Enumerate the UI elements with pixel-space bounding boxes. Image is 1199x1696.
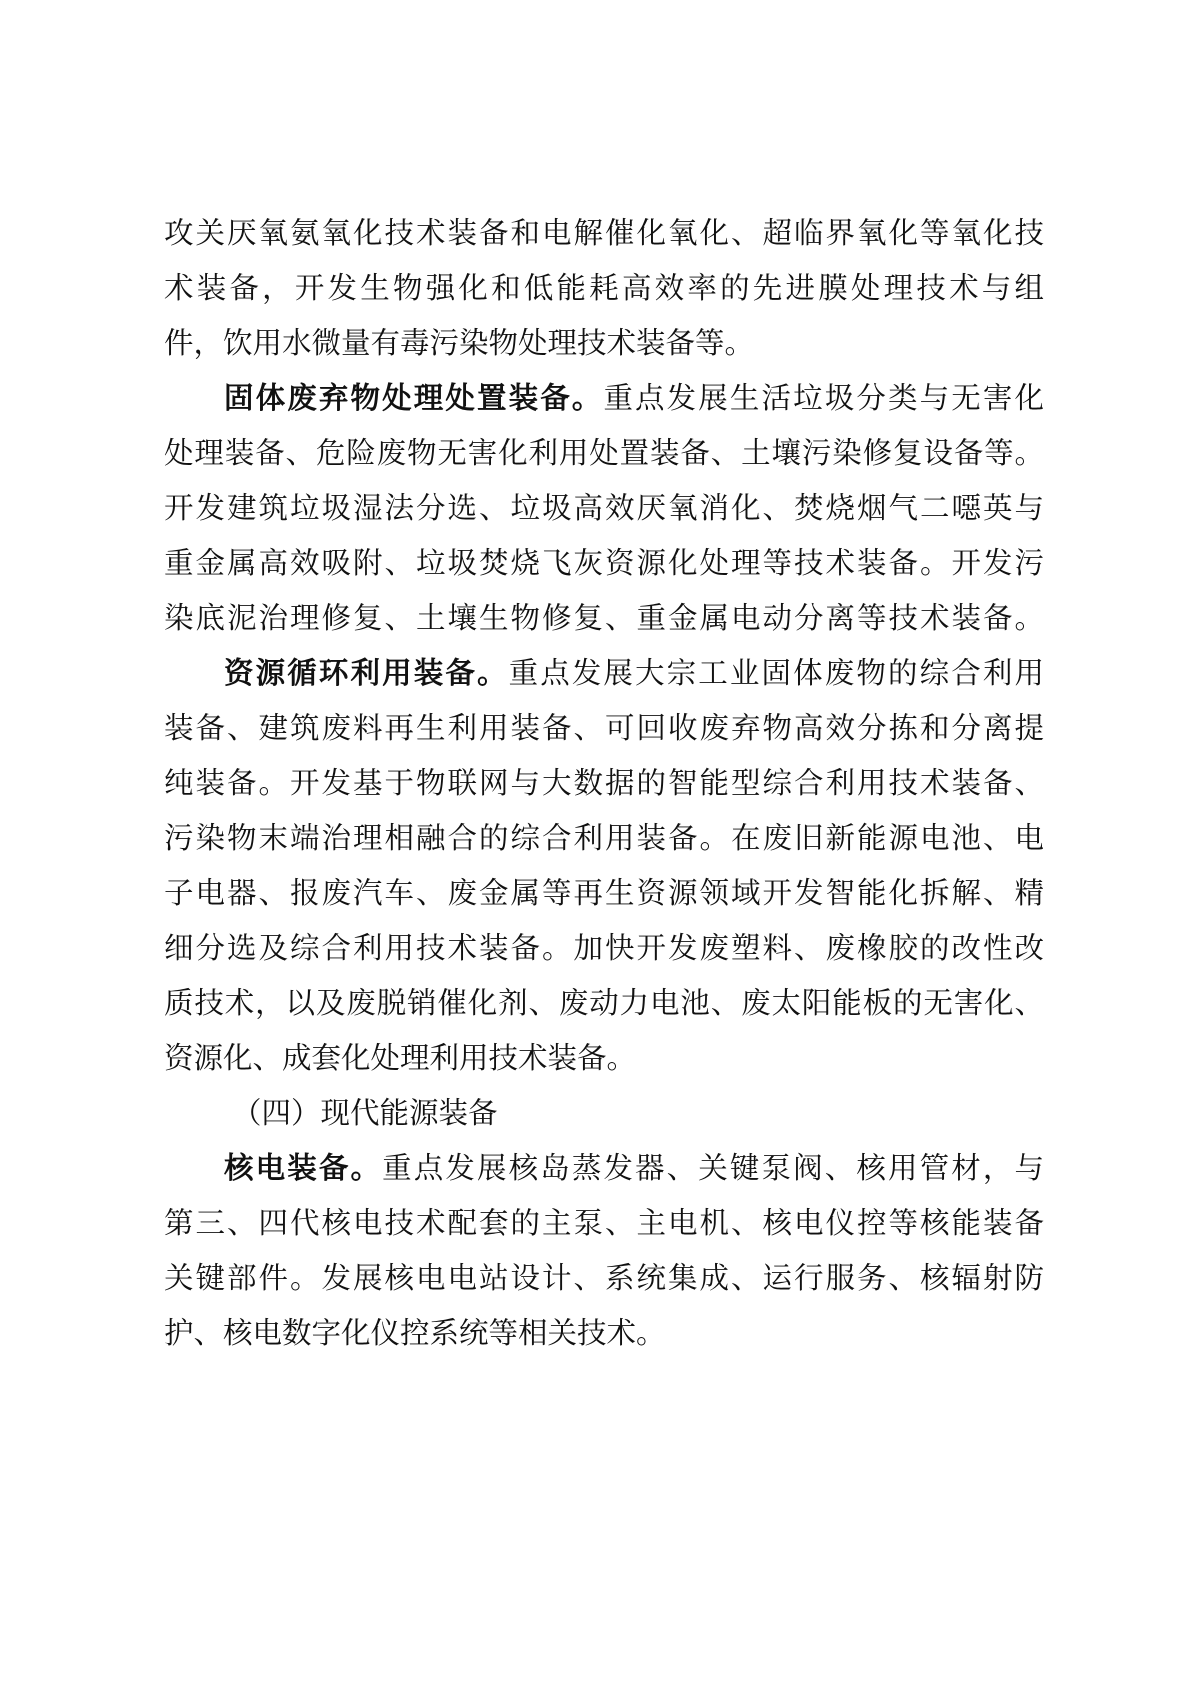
para3-line-2: 装备、建筑废料再生利用装备、可回收废弃物高效分拣和分离提 (164, 711, 1044, 745)
para4-line-4: 护、核电数字化仪控系统等相关技术。 (164, 1316, 666, 1350)
para2-line-2: 处理装备、危险废物无害化利用处置装备、土壤污染修复设备等。 (164, 436, 1044, 470)
para4-line-1 (224, 1143, 1044, 1193)
para2-line-1 (224, 373, 1044, 423)
para4-line-3: 关键部件。发展核电电站设计、系统集成、运行服务、核辐射防 (164, 1261, 1044, 1295)
document-page (164, 0, 1044, 1696)
para3-first-text: 重点发展大宗工业固体废物的综合利用 (508, 656, 1044, 690)
para3-line-6: 细分选及综合利用技术装备。加快开发废塑料、废橡胶的改性改 (164, 931, 1044, 965)
para2-line-3: 开发建筑垃圾湿法分选、垃圾高效厌氧消化、焚烧烟气二噁英与 (164, 491, 1044, 525)
para2-first-text: 重点发展生活垃圾分类与无害化 (603, 381, 1044, 415)
para4-first-text: 重点发展核岛蒸发器、关键泵阀、核用管材，与 (382, 1151, 1044, 1185)
para3-lead-heading: 资源循环利用装备。 (224, 655, 509, 690)
para3-line-1 (224, 648, 1044, 698)
para3-line-7: 质技术，以及废脱销催化剂、废动力电池、废太阳能板的无害化、 (164, 986, 1044, 1020)
para2-line-5: 染底泥治理修复、土壤生物修复、重金属电动分离等技术装备。 (164, 601, 1044, 635)
para1-line-3: 件，饮用水微量有毒污染物处理技术装备等。 (164, 326, 755, 360)
para2-line-4: 重金属高效吸附、垃圾焚烧飞灰资源化处理等技术装备。开发污 (164, 546, 1044, 580)
para3-line-8: 资源化、成套化处理利用技术装备。 (164, 1041, 637, 1075)
para1-line-2: 术装备，开发生物强化和低能耗高效率的先进膜处理技术与组 (164, 271, 1044, 305)
para4-lead-heading: 核电装备。 (224, 1150, 383, 1185)
para3-line-5: 子电器、报废汽车、废金属等再生资源领域开发智能化拆解、精 (164, 876, 1044, 910)
para3-line-3: 纯装备。开发基于物联网与大数据的智能型综合利用技术装备、 (164, 766, 1044, 800)
section-heading: （四）现代能源装备 (232, 1096, 498, 1130)
para1-line-1: 攻关厌氧氨氧化技术装备和电解催化氧化、超临界氧化等氧化技 (164, 216, 1044, 250)
para3-line-4: 污染物末端治理相融合的综合利用装备。在废旧新能源电池、电 (164, 821, 1044, 855)
para2-lead-heading: 固体废弃物处理处置装备。 (224, 380, 604, 415)
para4-line-2: 第三、四代核电技术配套的主泵、主电机、核电仪控等核能装备 (164, 1206, 1044, 1240)
